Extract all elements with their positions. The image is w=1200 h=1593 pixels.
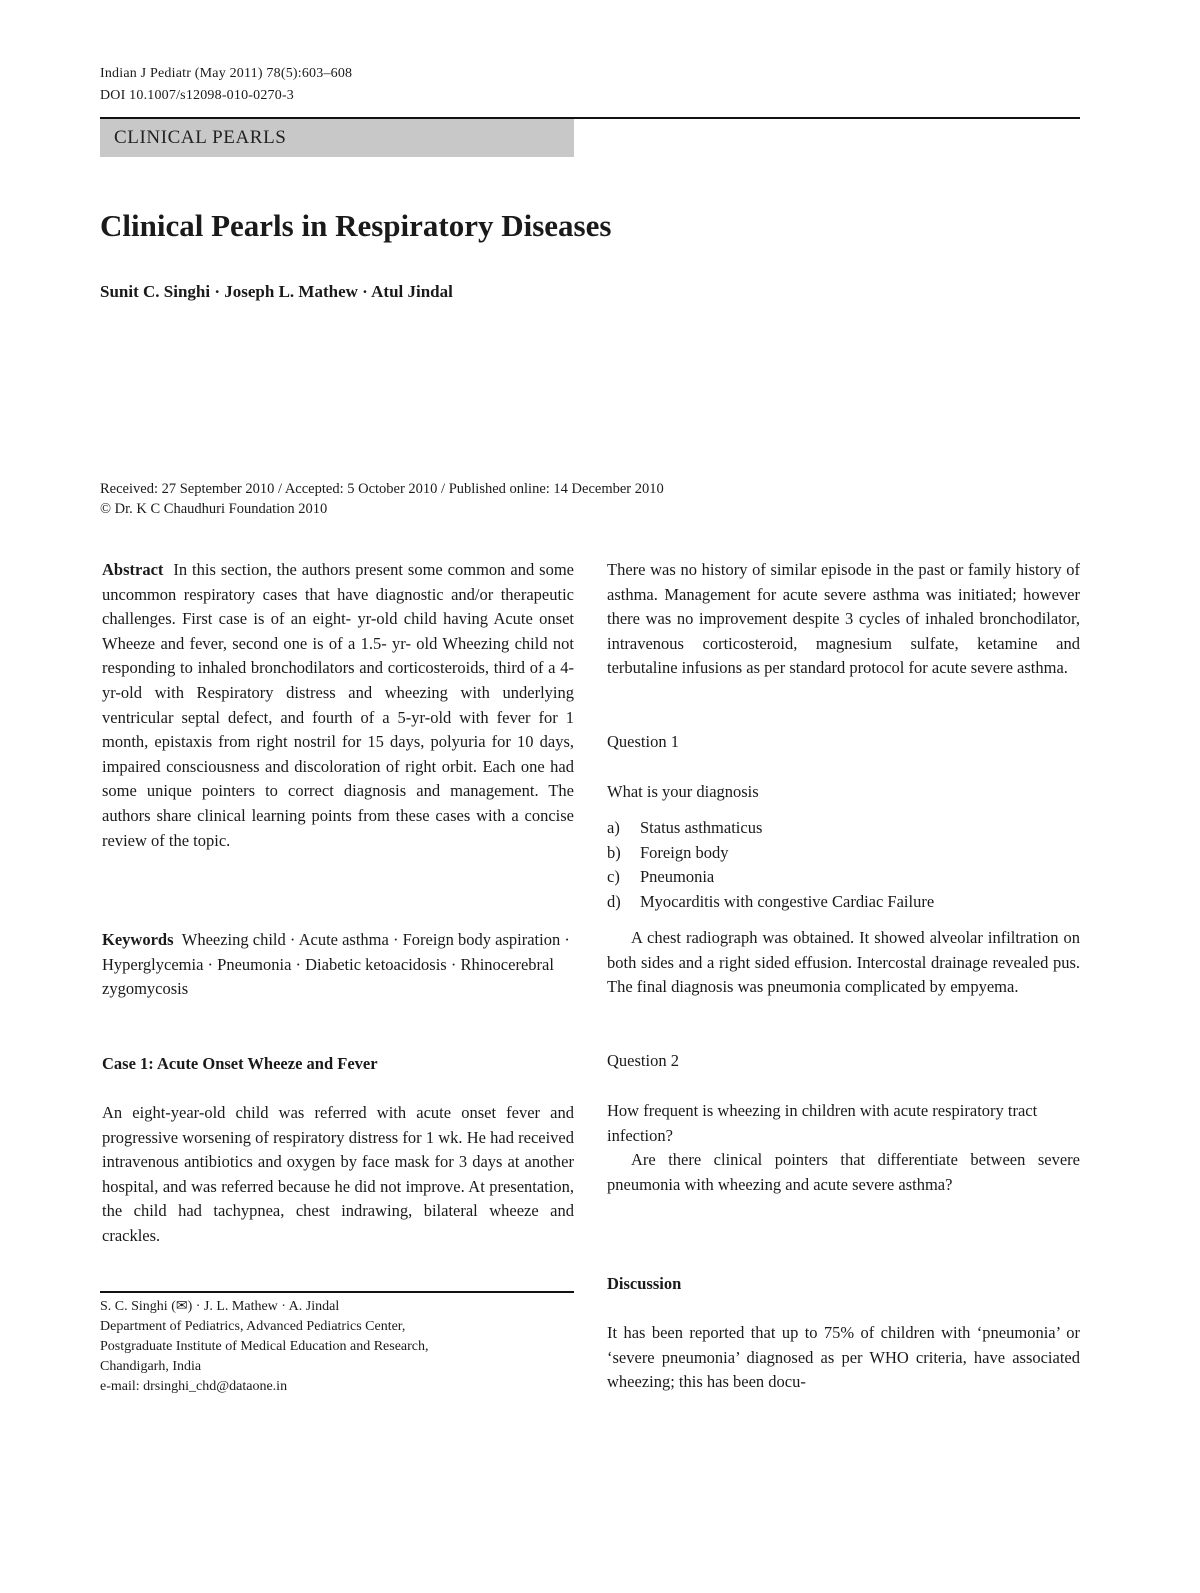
- author-list: Sunit C. Singhi · Joseph L. Mathew · Atul Jindal: [100, 282, 453, 301]
- footnote-email[interactable]: e-mail: drsinghi_chd@dataone.in: [100, 1379, 288, 1394]
- abstract-label: Abstract: [102, 560, 164, 579]
- footnote-rule: [100, 1291, 574, 1293]
- keywords: [102, 928, 574, 1002]
- radiograph-paragraph: A chest radiograph was obtained. It showed alveolar infiltration on both sides and a right sided effusion. Intercostal drainage revealed pus. The final diagnosis was pneumonia complicated by empyema.: [607, 928, 1080, 997]
- section-band: [100, 119, 574, 157]
- option-c: [607, 865, 1080, 890]
- option-text: Pneumonia: [640, 867, 715, 887]
- abstract-text: In this section, the authors present some common and some uncommon respiratory cases that have diagnostic and/or therapeutic challenges. First case is of an eight- yr-old child having Acute onset Wheeze and fever, second one is of a 1.5- yr- old Wheezing child not responding to inhaled bronchodilators and corticosteroids, third of a 4-yr-old with Respiratory distress and wheezing with underlying ventricular septal defect, and fourth of a 5-yr-old with fever for 1 month, epistaxis from right nostril for 15 days, polyuria for 10 days, impaired consciousness and discoloration of right orbit. Each one had some unique pointers to correct diagnosis and management. The authors share clinical learning points from these cases with a concise review of the topic.: [102, 560, 574, 850]
- journal-citation: Indian J Pediatr (May 2011) 78(5):603–608: [100, 66, 353, 81]
- case1-heading: Case 1: Acute Onset Wheeze and Fever: [102, 1054, 378, 1073]
- case1-paragraph: An eight-year-old child was referred with acute onset fever and progressive worsening of respiratory distress for 1 wk. He had received intravenous antibiotics and oxygen by face mask for 3 days at another hospital, and was referred because he did not improve. At presentation, the child had tachypnea, chest indrawing, bilateral wheeze and crackles.: [102, 1103, 574, 1245]
- option-text: Foreign body: [640, 842, 729, 862]
- discussion-paragraph: It has been reported that up to 75% of children with ‘pneumonia’ or ‘severe pneumonia’ diagnosed as per WHO criteria, have associated wheezing; this has been docu-: [607, 1323, 1080, 1392]
- copyright-line: © Dr. K C Chaudhuri Foundation 2010: [100, 501, 328, 517]
- case1-continued: [607, 558, 1080, 681]
- question2-label: Question 2: [607, 1051, 679, 1070]
- article-title: Clinical Pearls in Respiratory Diseases: [100, 208, 612, 243]
- question2-text: How frequent is wheezing in children with acute respiratory tract infection?: [607, 1101, 1038, 1145]
- option-letter: b): [607, 842, 621, 862]
- question1-options: [607, 816, 1080, 914]
- history-paragraph: There was no history of similar episode in the past or family history of asthma. Management for acute severe asthma was initiated; however there was no improvement despite 3 cycles of inhaled bronchodilator, intravenous corticosteroid, magnesium sulfate, ketamine and terbutaline infusions as per standard protocol for acute severe asthma.: [607, 560, 1080, 678]
- option-b: [607, 841, 1080, 866]
- abstract-paragraph: [102, 558, 574, 853]
- option-a: [607, 816, 1080, 841]
- option-text: Myocarditis with congestive Cardiac Failure: [640, 891, 935, 911]
- question2-followup: Are there clinical pointers that differentiate between severe pneumonia with wheezing and acute severe asthma?: [607, 1150, 1080, 1194]
- question1-label: Question 1: [607, 732, 679, 751]
- discussion-heading: Discussion: [607, 1274, 682, 1293]
- section-label: CLINICAL PEARLS: [114, 127, 287, 148]
- doi: DOI 10.1007/s12098-010-0270-3: [100, 88, 295, 103]
- option-letter: d): [607, 891, 621, 911]
- case1-body: [102, 1101, 574, 1249]
- footnote-department: Department of Pediatrics, Advanced Pediatrics Center,: [100, 1319, 406, 1334]
- option-letter: c): [607, 867, 620, 887]
- publication-dates: [100, 479, 664, 519]
- author-affiliation: [100, 1297, 574, 1397]
- footnote-institute: Postgraduate Institute of Medical Education and Research,: [100, 1339, 429, 1354]
- option-text: Status asthmaticus: [640, 818, 763, 837]
- option-d: [607, 890, 1080, 915]
- footnote-location: Chandigarh, India: [100, 1359, 202, 1374]
- footnote-authors: S. C. Singhi (✉) · J. L. Mathew · A. Jindal: [100, 1299, 340, 1314]
- question1-text: What is your diagnosis: [607, 782, 759, 801]
- keywords-paragraph: [102, 928, 574, 1002]
- question2-body: [607, 1099, 1080, 1197]
- abstract: [102, 558, 574, 853]
- radiograph-finding: [607, 926, 1080, 1000]
- dates-line: Received: 27 September 2010 / Accepted: 5 October 2010 / Published online: 14 December 2010: [100, 481, 664, 497]
- keywords-label: Keywords: [102, 930, 174, 949]
- option-letter: a): [607, 818, 620, 837]
- keywords-text: Wheezing child · Acute asthma · Foreign body aspiration · Hyperglycemia · Pneumonia · Diabetic ketoacidosis · Rhinocerebral zygomycosis: [102, 930, 570, 999]
- discussion-body: [607, 1321, 1080, 1395]
